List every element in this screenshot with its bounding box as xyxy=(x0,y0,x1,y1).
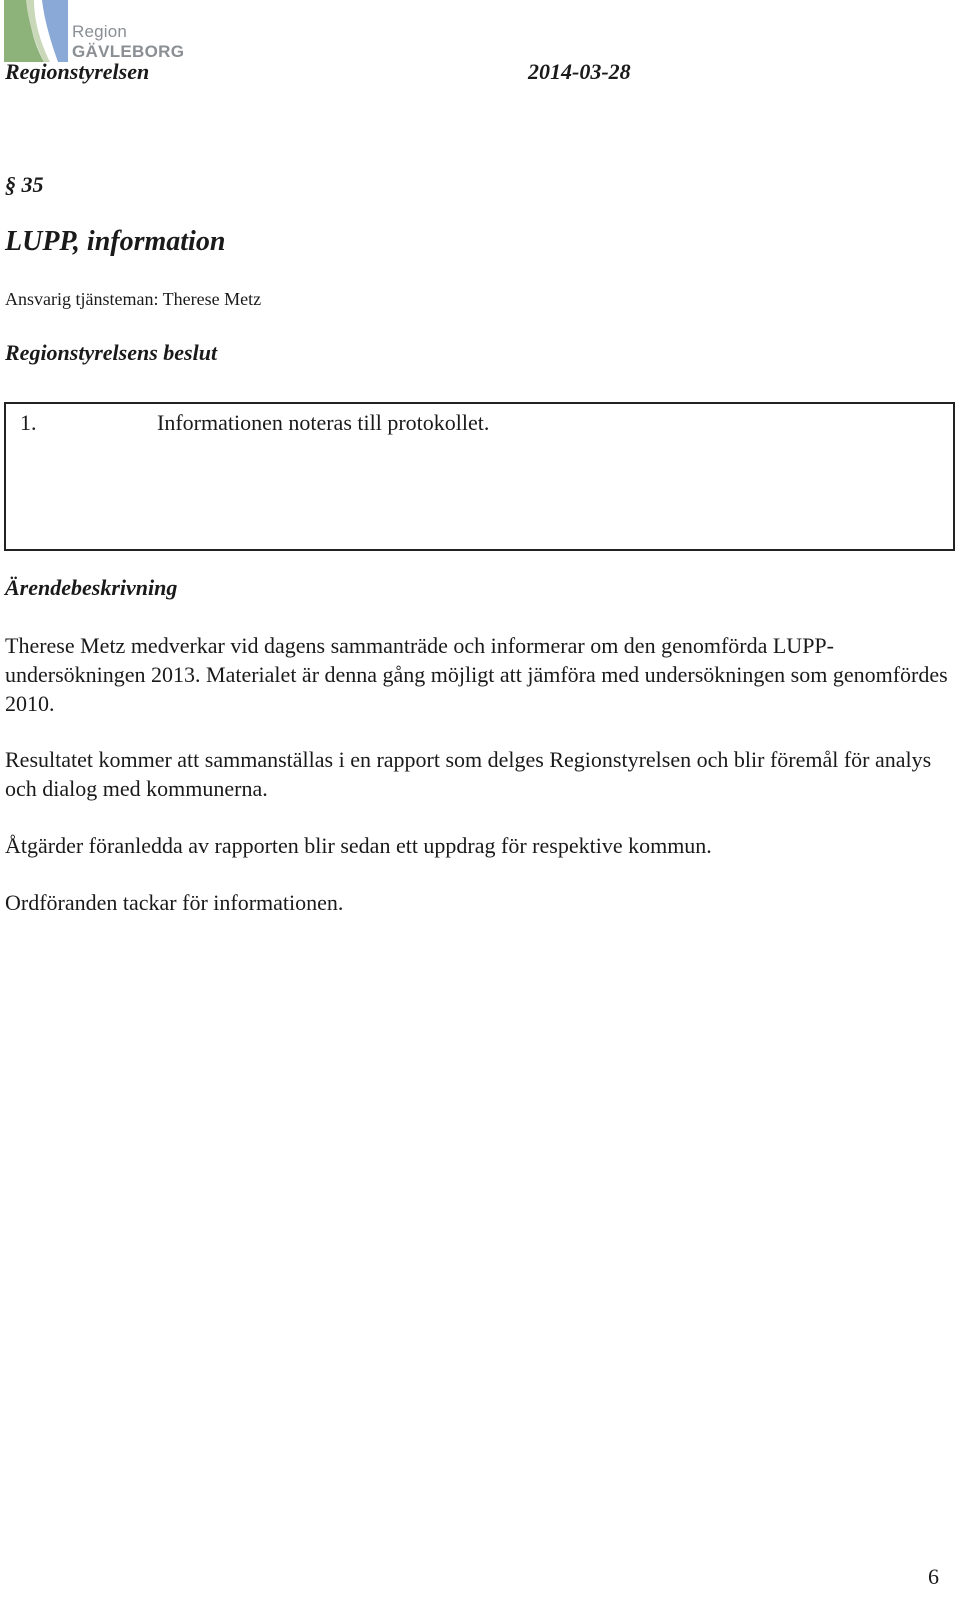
logo-text-region: Region xyxy=(72,22,128,41)
description-paragraph: Ordföranden tackar för informationen. xyxy=(5,890,344,915)
decision-item-number: 1. xyxy=(20,410,37,435)
responsible-officer: Ansvarig tjänsteman: Therese Metz xyxy=(5,289,262,309)
header-date: 2014-03-28 xyxy=(528,59,631,84)
paragraph-number: § 35 xyxy=(5,172,44,197)
description-paragraph: Resultatet kommer att sammanställas i en rapport som delges Regionstyrelsen och blir föremål för analys och dialog med kommunerna. xyxy=(5,747,932,801)
description-paragraph: Therese Metz medverkar vid dagens sammanträde och informerar om den genomförda LUPP-undersökningen 2013. Materialet är denna gång möjligt att jämföra med undersökningen som genomfördes 2010. xyxy=(5,633,948,716)
logo-mark-icon xyxy=(4,0,70,64)
description-heading: Ärendebeskrivning xyxy=(5,575,178,600)
region-gavleborg-logo xyxy=(4,0,185,64)
description-paragraph: Åtgärder föranledda av rapporten blir sedan ett uppdrag för respektive kommun. xyxy=(5,833,712,858)
decision-heading: Regionstyrelsens beslut xyxy=(5,340,218,365)
page-title: LUPP, information xyxy=(5,226,226,257)
logo-text-gavleborg: GÄVLEBORG xyxy=(72,42,185,61)
page-number: 6 xyxy=(928,1564,939,1589)
header-organization: Regionstyrelsen xyxy=(5,59,150,84)
decision-item-text: Informationen noteras till protokollet. xyxy=(157,410,490,435)
decision-box xyxy=(4,402,955,551)
